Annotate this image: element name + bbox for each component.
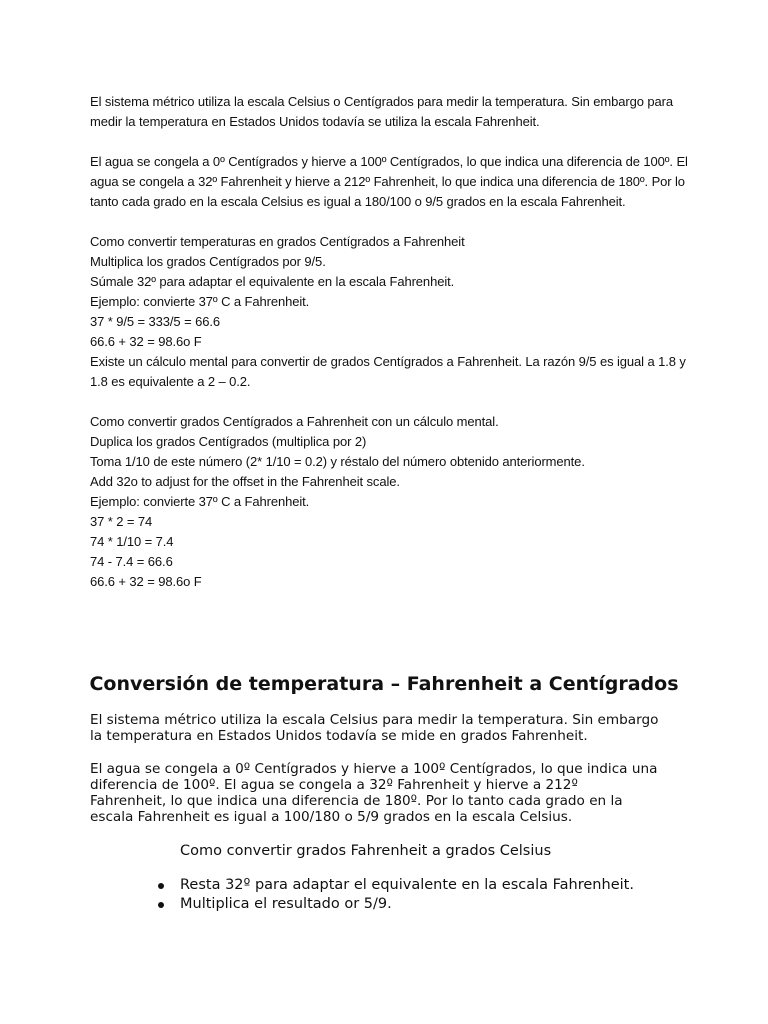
intro-paragraph xyxy=(90,92,690,132)
method-subheading: Como convertir grados Fahrenheit a grados Celsius xyxy=(180,843,552,859)
text-line: El agua se congela a 0º Centígrados y hierve a 100º Centígrados, lo que indica una xyxy=(90,761,658,777)
freezing-boiling-paragraph xyxy=(90,152,690,212)
text-line: El agua se congela a 0º Centígrados y hierve a 100º Centígrados, lo que indica una diferencia de 100º. El xyxy=(90,154,688,169)
text-line: agua se congela a 32º Fahrenheit y hierve a 212º Fahrenheit, lo que indica una diferencia de 180º. Por lo xyxy=(90,174,685,189)
mental-calculation-method xyxy=(90,412,690,592)
text-line: medir la temperatura en Estados Unidos todavía se utiliza la escala Fahrenheit. xyxy=(90,114,540,129)
steps-list xyxy=(155,876,634,914)
text-line: Como convertir temperaturas en grados Centígrados a Fahrenheit xyxy=(90,234,465,249)
list-item xyxy=(155,876,634,895)
list-item xyxy=(155,895,634,914)
text-line: 74 - 7.4 = 66.6 xyxy=(90,554,173,569)
text-line: El sistema métrico utiliza la escala Celsius para medir la temperatura. Sin embargo xyxy=(90,712,659,728)
text-line: Duplica los grados Centígrados (multiplica por 2) xyxy=(90,434,367,449)
text-line: Existe un cálculo mental para convertir de grados Centígrados a Fahrenheit. La razón 9/5 es igual a 1.8 y xyxy=(90,354,686,369)
text-line: 37 * 2 = 74 xyxy=(90,514,153,529)
text-line: tanto cada grado en la escala Celsius es igual a 180/100 o 9/5 grados en la escala Fahrenheit. xyxy=(90,194,626,209)
text-line: 66.6 + 32 = 98.6o F xyxy=(90,334,202,349)
section-title: Conversión de temperatura – Fahrenheit a Centígrados xyxy=(89,673,679,695)
text-line: Multiplica los grados Centígrados por 9/5. xyxy=(90,254,326,269)
text-line: 74 * 1/10 = 7.4 xyxy=(90,534,174,549)
conversion-ratio-paragraph xyxy=(90,761,690,825)
celsius-to-fahrenheit-method xyxy=(90,232,690,392)
text-line: escala Fahrenheit es igual a 100/180 o 5/9 grados en la escala Celsius. xyxy=(90,809,573,825)
step-text: Multiplica el resultado or 5/9. xyxy=(180,896,392,912)
text-line: El sistema métrico utiliza la escala Celsius o Centígrados para medir la temperatura. Sin embargo para xyxy=(90,94,674,109)
text-line: 66.6 + 32 = 98.6o F xyxy=(90,574,202,589)
bullet-icon xyxy=(158,883,164,889)
text-line: 1.8 es equivalente a 2 – 0.2. xyxy=(90,374,251,389)
text-line: Ejemplo: convierte 37º C a Fahrenheit. xyxy=(90,294,310,309)
text-line: Súmale 32º para adaptar el equivalente en la escala Fahrenheit. xyxy=(90,274,455,289)
text-line: Ejemplo: convierte 37º C a Fahrenheit. xyxy=(90,494,310,509)
text-line: Toma 1/10 de este número (2* 1/10 = 0.2) y réstalo del número obtenido anteriormente. xyxy=(90,454,585,469)
text-line: Fahrenheit, lo que indica una diferencia de 180º. Por lo tanto cada grado en la xyxy=(90,793,623,809)
text-line: la temperatura en Estados Unidos todavía se mide en grados Fahrenheit. xyxy=(90,728,588,744)
bullet-icon xyxy=(158,902,164,908)
text-line: diferencia de 100º. El agua se congela a 32º Fahrenheit y hierve a 212º xyxy=(90,777,578,793)
text-line: Add 32o to adjust for the offset in the Fahrenheit scale. xyxy=(90,474,400,489)
step-text: Resta 32º para adaptar el equivalente en la escala Fahrenheit. xyxy=(180,877,634,893)
metric-system-paragraph xyxy=(90,712,690,744)
text-line: Como convertir grados Centígrados a Fahrenheit con un cálculo mental. xyxy=(90,414,499,429)
text-line: 37 * 9/5 = 333/5 = 66.6 xyxy=(90,314,220,329)
